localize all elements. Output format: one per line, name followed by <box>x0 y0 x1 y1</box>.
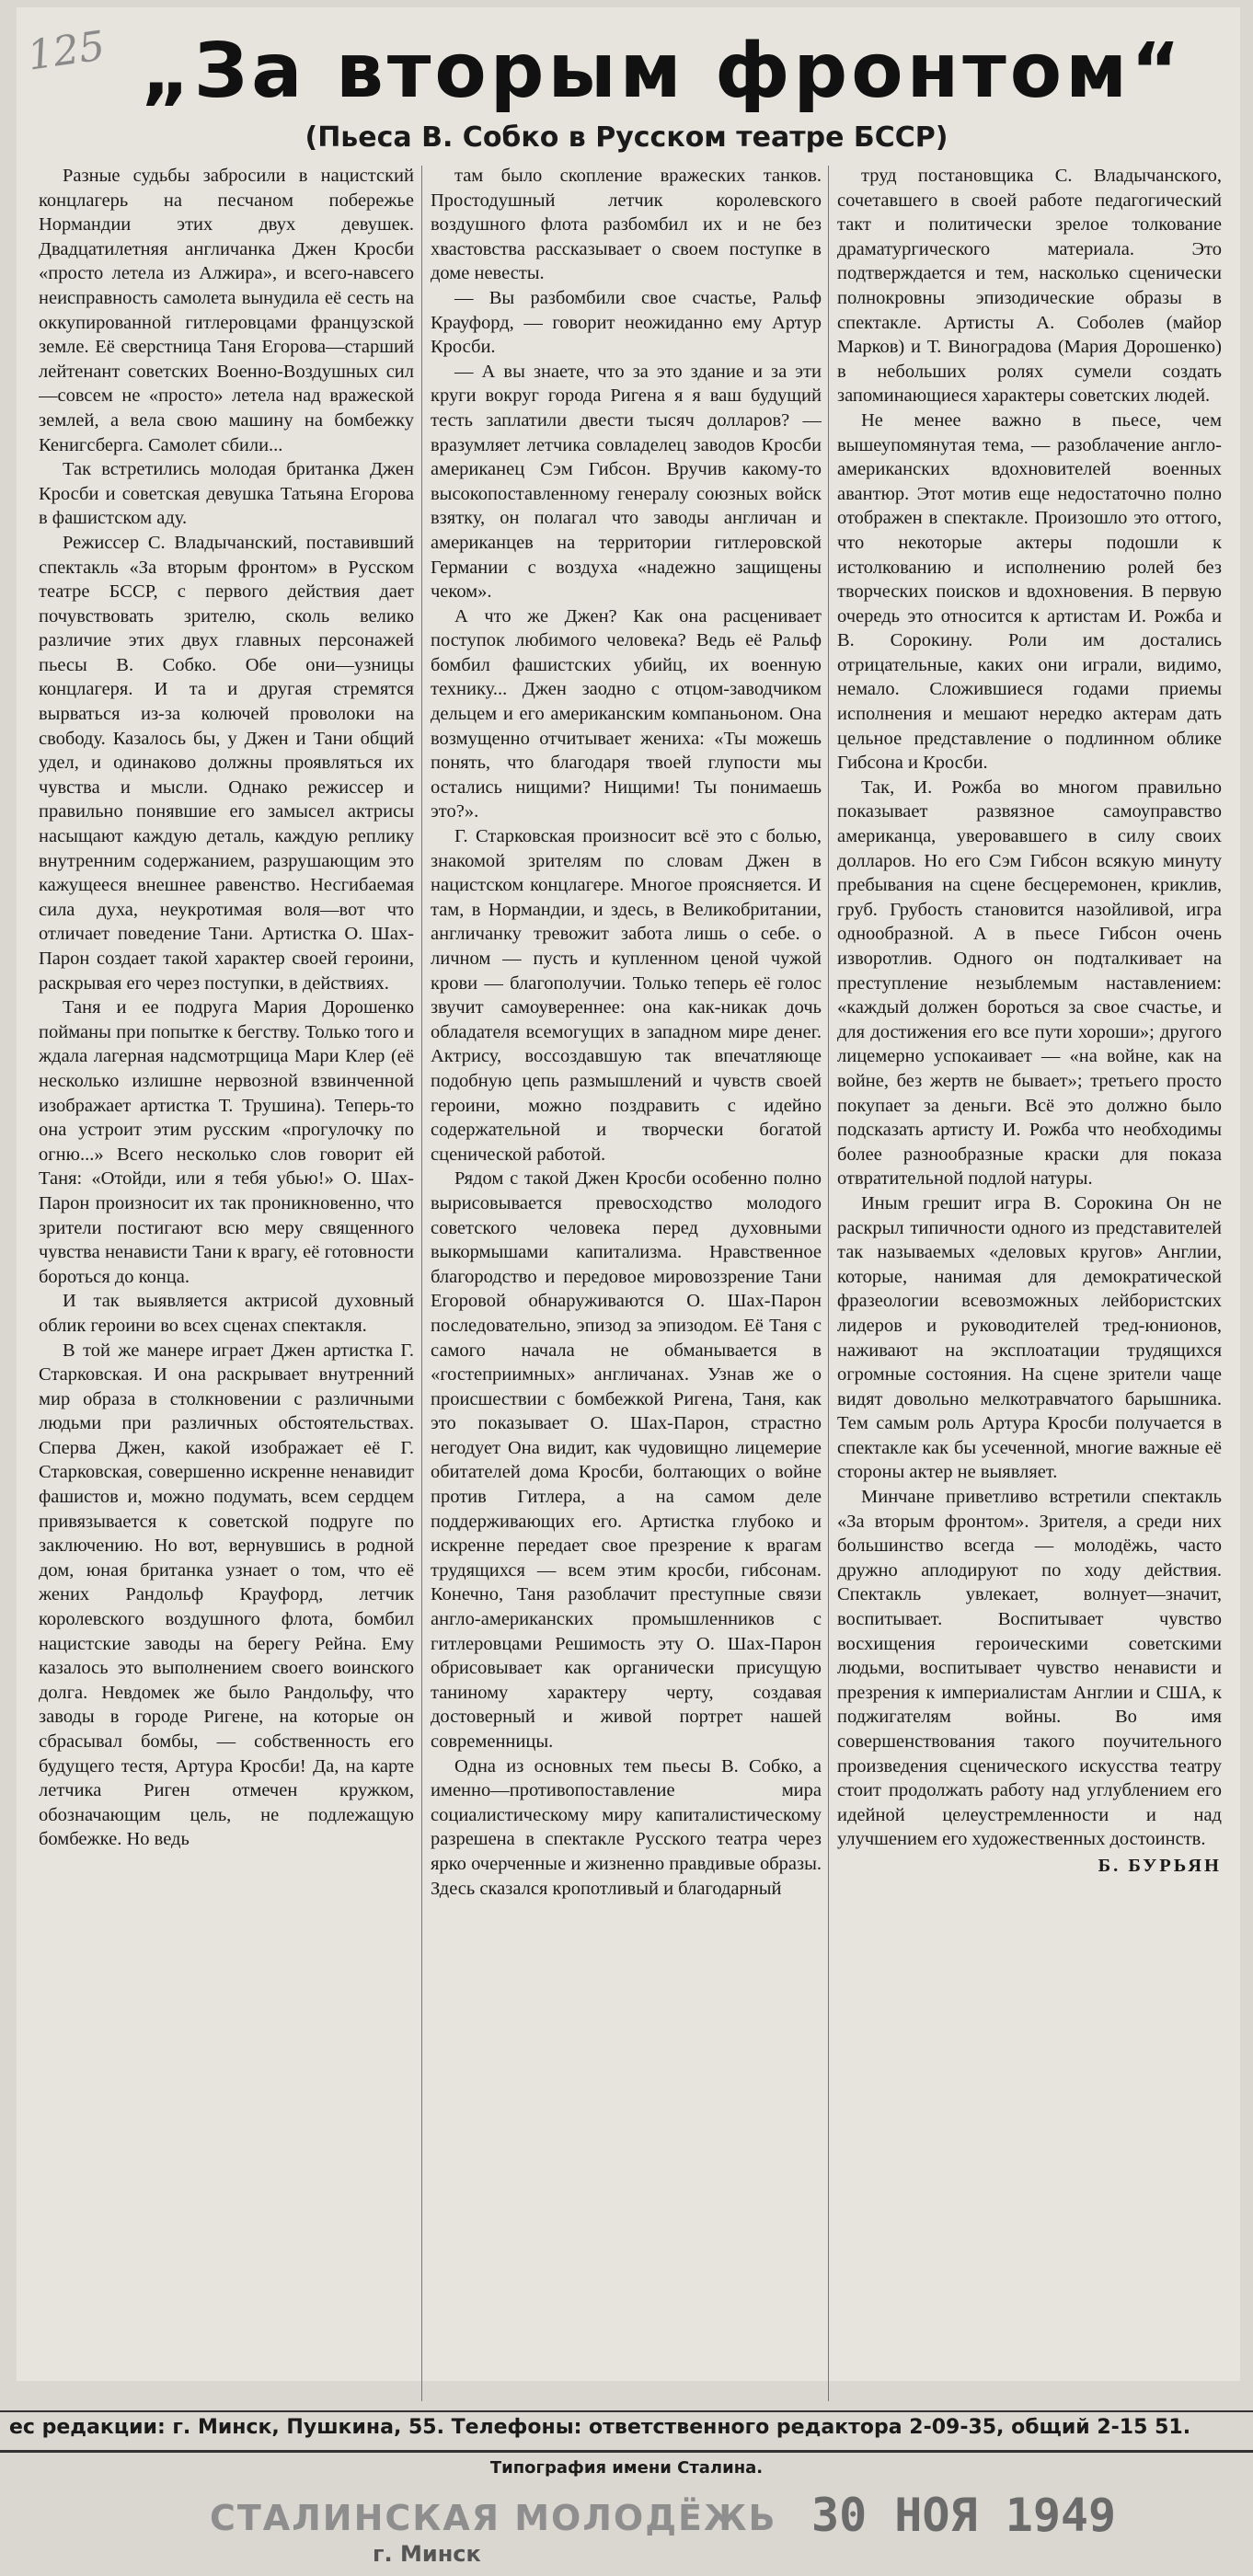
date-stamp: 30 НОЯ 1949 <box>811 2489 1117 2542</box>
column-rule <box>421 166 422 2401</box>
article-paragraph: Рядом с такой Джен Кросби особенно полно вырисовывается превосходство молодого советского человека перед духовными выкормышами капитализма. Нравственное благородство и передовое мировоззрение Тани Егоровой обнаруживаются О. Шах-Парон последовательно, эпизод за эпизодом. Её Таня с самого начала не обманывается в «гостеприимных» англичанах. Узнав же о происшествии с бомбежкой Ригена, Таня, как это показывает О. Шах-Парон, страстно негодует Она видит, как чудовищно лицемерие обитателей дома Кросби, болтающих о войне против Гитлера, а на самом деле поддерживающих его. Артистка глубоко и искренне передает свое презрение к врагам трудящихся — всем этим кросби, гибсонам. Конечно, Таня разоблачит преступные связи англо-американских промышленников с гитлеровцами Решимость эту О. Шах-Парон обрисовывает как органически присущую таниному характеру черту, создавая достоверный и живой портрет нашей современницы. <box>431 1168 822 1752</box>
article-subtitle: (Пьеса В. Собко в Русском театре БССР) <box>305 121 948 154</box>
article-paragraph: Режиссер С. Владычанский, поставивший спектакль «За вторым фронтом» в Русском театре БССР, с первого действия дает почувствовать зрителю, сколь велико различие этих двух главных персонажей пьесы В. Собко. Обе они—узницы концлагеря. И та и другая стремятся вырваться из-за колючей проволоки на свободу. Казалось бы, у Джен и Тани общий удел, и одинаково должны проявляться их чувства и мысли. Однако режиссер и правильно понявшие его замысел актрисы насыщают каждую деталь, каждую реплику внутренним содержанием, разрушающим это кажущееся внешнее равенство. Несгибаемая сила духа, неукротимая воля—вот что отличает поведение Тани. Артистка О. Шах-Парон создает такой характер своей героини, раскрывая его через поступки, в действиях. <box>39 532 414 994</box>
article-paragraph: Так, И. Рожба во многом правильно показывает развязное самоуправство американца, уверовавшего в силу своих долларов. Но его Сэм Гибсон всякую минуту пребывания на сцене бесцеремонен, криклив, груб. Грубость становится назойливой, игра однообразной. А в пьесе Гибсон очень изворотлив. Одного он подталкивает на преступление незыблемым наставлением: «каждый должен бороться за свое счастье, и для достижения его все пути хороши»; другого лицемерно успокаивает — «на войне, как на войне, без жертв не бывает»; третьего просто покупает за деньги. Всё это должно было подсказать артисту И. Рожба что необходимы более разнообразные краски для показа отвратительной подлой натуры. <box>837 776 1222 1190</box>
article-paragraph: Таня и ее подруга Мария Дорошенко пойманы при попытке к бегству. Только того и ждала лагерная надсмотрщица Мари Клер (её несколько излишне нервозной взвинченной изображает артистка Т. Трушина). Теперь-то она устроит этим русским «прогулочку по огню...» Всего несколько слов говорит ей Таня: «Отойди, или я тебя убью!» О. Шах-Парон произносит их так проникновенно, что зрители постигают всю меру священного чувства ненависти Тани к врагу, её готовности бороться до конца. <box>39 997 414 1287</box>
handwritten-page-number: 125 <box>24 22 109 80</box>
article-title: „За вторым фронтом“ <box>140 28 1185 115</box>
article-column-2 <box>431 164 822 2409</box>
article-paragraph: И так выявляется актрисой духовный облик героини во всех сценах спектакля. <box>39 1291 414 1336</box>
article-paragraph: — А вы знаете, что за это здание и за эти круги вокруг города Ригена я я ваш будущий тесть заплатили двести тысяч долларов? — вразумляет летчика совладелец заводов Кросби американец Сэм Гибсон. Вручив какому-то высокопоставленному генералу союзных войск взятку, он полагал что заводы англичан и американцев на территории гитлеровской Германии с воздуха «надежно защищены чеком». <box>431 361 822 603</box>
city-stamp: г. Минск <box>373 2541 481 2567</box>
newspaper-name-stamp: СТАЛИНСКАЯ МОЛОДЁЖЬ <box>210 2498 777 2538</box>
editorial-address-line: ес редакции: г. Минск, Пушкина, 55. Телефоны: ответственного редактора 2-09-35, общий 2-15 51. <box>9 2416 1191 2439</box>
article-column-1 <box>39 164 414 2409</box>
article-paragraph: А что же Джен? Как она расценивает поступок любимого человека? Ведь её Ральф бомбил фашистских убийц, их военную технику... Джен заодно с отцом-заводчиком дельцем и его американским компаньоном. Она возмущенно отчитывает жениха: «Ты можешь понять, что благодаря твоей глупости мы остались нищими? Нищими! Ты понимаешь это?». <box>431 605 822 822</box>
footer-rule <box>0 2450 1253 2453</box>
article-paragraph: Не менее важно в пьесе, чем вышеупомянутая тема, — разоблачение англо-американских вдохновителей военных авантюр. Этот мотив еще недостаточно полно отображен в спектакле. Произошло это оттого, что некоторые актеры подошли к истолкованию и исполнению ролей без творческих поисков и вдохновения. В первую очередь это относится к артистам И. Рожба и В. Сорокину. Роли им достались отрицательные, каких они играли, видимо, немало. Сложившиеся годами приемы исполнения и мешают нередко актерам дать цельное представление о подлинном облике Гибсона и Кросби. <box>837 409 1222 774</box>
article-column-3 <box>837 164 1222 2409</box>
article-paragraph: Г. Старковская произносит всё это с болью, знакомой зрителям по словам Джен в нацистском концлагере. Многое проясняется. И там, в Нормандии, и здесь, в Великобритании, англичанку тревожит забота лишь о себе. о личном — пусть и купленном ценой чужой крови — благополучии. Только теперь её голос звучит самоувереннее: она как-никак дочь обладателя всемогущих в западном мире денег. Актрису, воссоздавшую так впечатляюще подобную цепь размышлений и чувств своей героини, можно поздравить с идейно содержательной и творчески богатой сценической работой. <box>431 826 822 1165</box>
article-paragraph: Разные судьбы забросили в нацистский концлагерь на песчаном побережье Нормандии этих двух девушек. Двадцатилетняя англичанка Джен Кросби «просто летела из Алжира», и всего-навсего неисправность самолета вынудила её сесть на оккупированной гитлеровцами французской земле. Её сверстница Таня Егорова—старший лейтенант советских Военно-Воздушных сил—совсем не «просто» летела над вражеской землей, а вела свою машину на бомбежку Кенигсберга. Самолет сбили... <box>39 166 414 455</box>
article-paragraph: Одна из основных тем пьесы В. Собко, а именно—противопоставление мира социалистическому миру капиталистическому разрешена в спектакле Русского театра через ярко очерченные и жизненно правдивые образы. Здесь сказался кропотливый и благодарный <box>431 1755 822 1899</box>
author-signature: Б. БУРЬЯН <box>1098 1855 1222 1876</box>
article-paragraph: там было скопление вражеских танков. Простодушный летчик королевского воздушного флота разбомбил их и не без хвастовства рассказывает о своем поступке в доме невесты. <box>431 166 822 284</box>
article-paragraph: Минчане приветливо встретили спектакль «За вторым фронтом». Зрителя, а среди них большинство всегда — молодёжь, часто дружно аплодируют по ходу действия. Спектакль увлекает, волнует—значит, воспитывает. Воспитывает чувство восхищения героическими советскими людьми, воспитывает чувство ненависти и презрения к империалистам Англии и США, к поджигателям войны. Во имя совершенствования такого поучительного произведения сценического искусства театру стоит продолжать работу над углублением его идейной целеустремленности и над улучшением его художественных достоинств. <box>837 1487 1222 1850</box>
article-paragraph: Иным грешит игра В. Сорокина Он не раскрыл типичности одного из представителей так называемых «деловых кругов» Англии, которые, нанимая для демократической фразеологии всевозможных лейбористских лидеров и руководителей тред-юнионов, наживают на эксплоатации трудящихся огромные состояния. На сцене зрители чаще видят довольно мелкотравчатого барышника. Тем самым роль Артура Кросби получается в спектакле как бы усеченной, многие важные её стороны актер не выявляет. <box>837 1192 1222 1483</box>
article-paragraph: В той же манере играет Джен артистка Г. Старковская. И она раскрывает внутренний мир образа в столкновении с различными людьми при различных обстоятельствах. Сперва Джен, какой изображает её Г. Старковская, совершенно искренне ненавидит фашистов и, можно подумать, всем сердцем привязывается к советской подруге по заключению. Но вот, вернувшись в родной дом, юная британка узнает о том, что её жених Рандольф Крауфорд, летчик королевского воздушного флота, бомбил нацистские заводы на берегу Рейна. Ему казалось это выполнением своего воинского долга. Невдомек же было Рандольфу, что заводы в городе Ригене, на которые он сбрасывал бомбы, — собственность его будущего тестя, Артура Кросби! Да, на карте летчика Риген отмечен кружком, обозначающим цель, не подлежащую бомбежке. Но ведь <box>39 1340 414 1850</box>
printer-imprint: Типография имени Сталина. <box>489 2458 764 2478</box>
article-paragraph: — Вы разбомбили свое счастье, Ральф Крауфорд, — говорит неожиданно ему Артур Кросби. <box>431 287 822 358</box>
article-paragraph: труд постановщика С. Владычанского, сочетавшего в своей работе педагогический такт и политически зрелое толкование драматургического материала. Это подтверждается и тем, насколько сценически полнокровны эпизодические образы в спектакле. Артисты А. Соболев (майор Марков) и Т. Виноградова (Мария Дорошенко) в небольших ролях сумели создать запоминающиеся характеры советских людей. <box>837 166 1222 407</box>
column-rule <box>828 166 829 2401</box>
footer-rule <box>0 2410 1253 2412</box>
article-paragraph: Так встретились молодая британка Джен Кросби и советская девушка Татьяна Егорова в фашистском аду. <box>39 459 414 529</box>
